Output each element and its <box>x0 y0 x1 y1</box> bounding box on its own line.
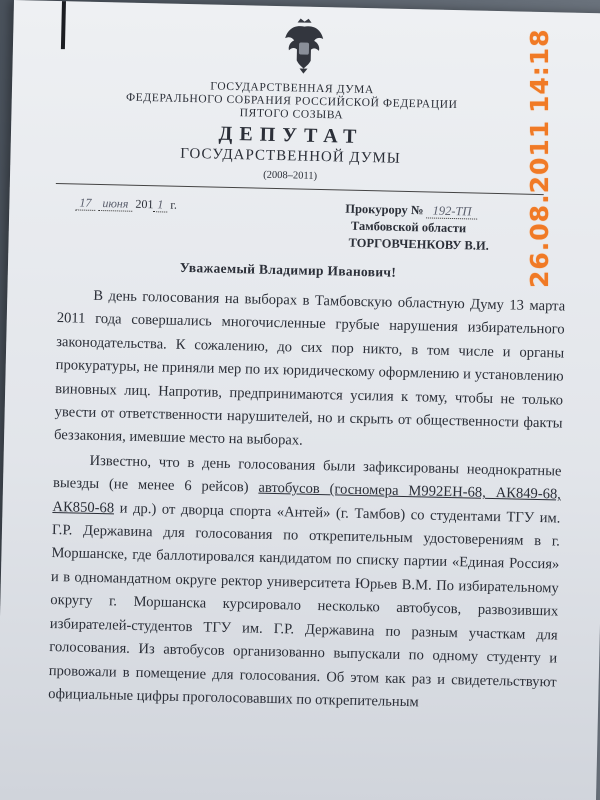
page-fold <box>61 1 66 49</box>
stamp-date: 26.08.2011 <box>525 119 554 288</box>
double-headed-eagle-emblem-icon <box>280 16 327 75</box>
outgoing-number: 192-ТП <box>426 203 477 219</box>
number-label: № <box>410 203 424 218</box>
date-day: 17 <box>75 195 95 210</box>
addressee-title: Прокурору <box>345 201 408 217</box>
date-month: июня <box>98 196 132 212</box>
addressee-block <box>344 201 489 255</box>
org-line-3: ПЯТОГО СОЗЫВА <box>239 107 344 122</box>
paragraph-2-part-1: Известно, что в день голосования были зафиксированы неоднократные выезды (не менее 6 рейсов) <box>52 452 562 496</box>
paragraph-1: В день голосования на выборах в Тамбовскую областную Думу 13 марта 2011 года совершались многочисленные грубые нарушения избирательного законодательства. К сожалению, до сих пор никто, в том числе и органы прокуратуры, не приняли мер по их юридическому оформлению и установлению виновных лиц. Напротив, предпринимаются усилия к тому, чтобы не только увести от ответственности нарушителей, но и скрыть от общественности факты беззакония, имевшие место на выборах. <box>53 287 566 450</box>
letter-date <box>75 195 177 212</box>
addressee-name: ТОРГОВЧЕНКОВУ В.И. <box>348 235 489 253</box>
paragraph-2 <box>48 449 562 718</box>
duma-title: ГОСУДАРСТВЕННОЙ ДУМЫ <box>180 145 402 167</box>
date-year-prefix: 201 <box>135 196 154 212</box>
paragraph-2-part-2: и др.) от дворца спорта «Антей» (г. Тамбов) со студентами ТГУ им. Г.Р. Державина для голосования по открепительным удостоверениям в г. Моршанске, где баллотировался кандидатом по списку партии «Единая Россия» и в одномандатном округе ректор университета Юрьев В.М. По избирательному округу г. Моршанска курсировало несколько автобусов, развозивших избирателей-студентов ТГУ им. Г.Р. Державина по разным участкам для голосования. Из автобусов организованно выпускали по одному студенту и провожали в помещение для голосования. Об этом как раз и свидетельствуют официальные цифры проголосовавших по открепительным <box>48 500 561 711</box>
bus-plates-underlined: автобусов (госномера М992ЕН-68, АК849-68, АК850-68 <box>52 479 562 517</box>
letter-body <box>48 284 565 719</box>
date-year-suffix: 1 <box>153 197 167 212</box>
org-line-2: ФЕДЕРАЛЬНОГО СОБРАНИЯ РОССИЙСКОЙ ФЕДЕРАЦИИ <box>125 91 458 112</box>
deputy-title: ДЕПУТАТ <box>218 122 364 148</box>
convocation-term: (2008–2011) <box>263 169 318 182</box>
camera-datetime-stamp <box>525 28 565 288</box>
stamp-time: 14:18 <box>525 28 554 113</box>
salutation: Уважаемый Владимир Иванович! <box>179 259 397 280</box>
org-line-1: ГОСУДАРСТВЕННАЯ ДУМА <box>210 80 374 97</box>
addressee-region: Тамбовской области <box>350 218 467 236</box>
date-suffix: г. <box>170 197 178 212</box>
